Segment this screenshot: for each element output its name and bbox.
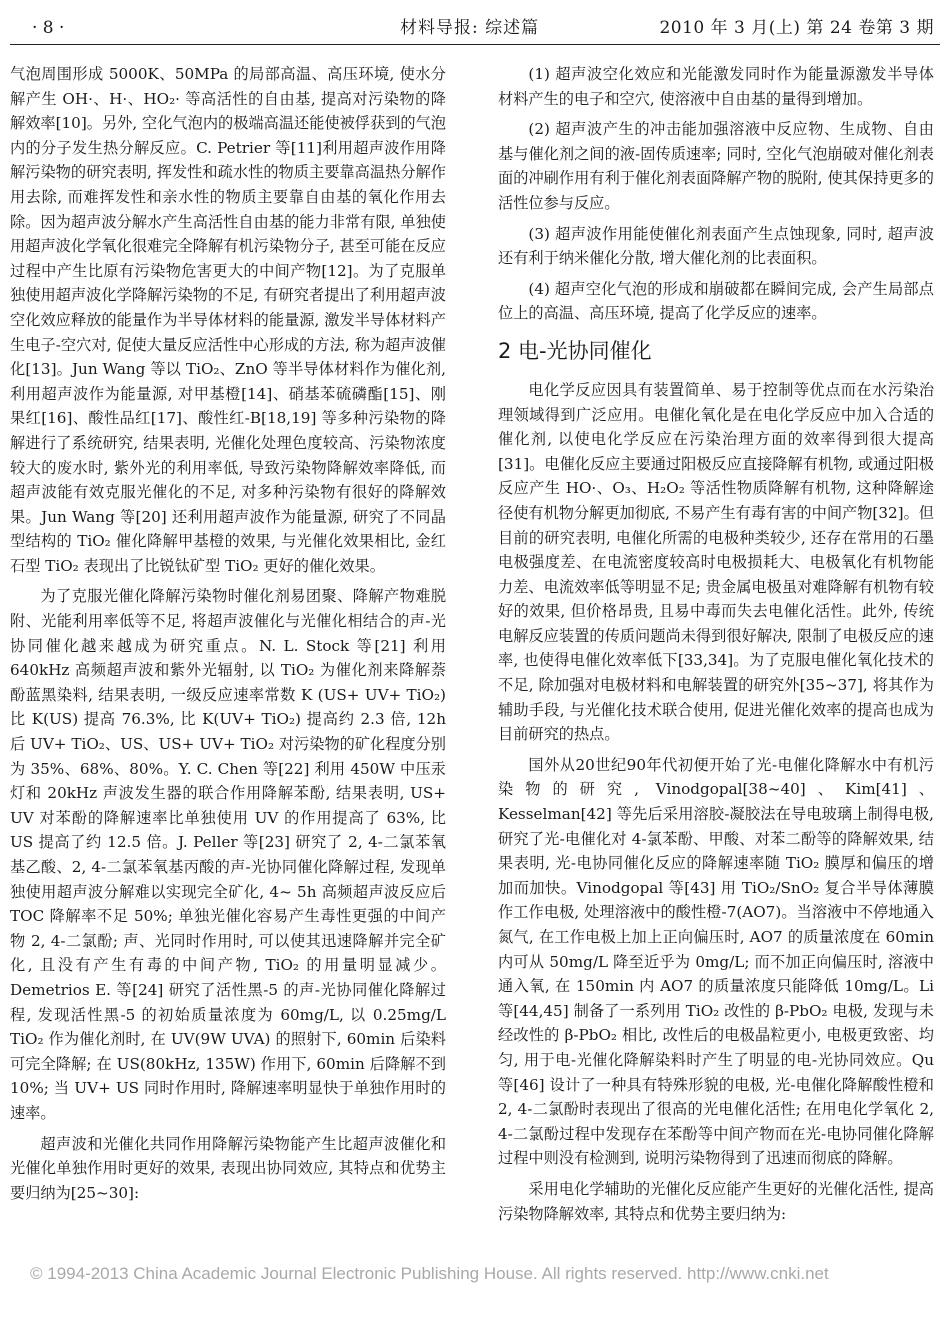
right-column — [498, 62, 934, 1226]
list-item: (1) 超声波空化效应和光能激发同时作为能量源激发半导体材料产生的电子和空穴, 使溶液中自由基的量得到增加。 — [498, 65, 934, 108]
paragraph-sono-photo-catalysis: 为了克服光催化降解污染物时催化剂易团聚、降解产物难脱附、光能利用率低等不足, 将超声波催化与光催化相结合的声-光协同催化越来越成为研究重点。N. L. Stock 等[21] 利用 640kHz 高频超声波和紫外光辐射, 以 TiO₂ 为催化剂来降解萘酚蓝黑染料, 结果表明, 一级反应速率常数 K (US+ UV+ TiO₂) 比 K(US) 提高 76.3%, 比 K(UV+ TiO₂) 提高约 2.3 倍, 12h 后 UV+ TiO₂、US、US+ UV+ TiO₂ 对污染物的矿化程度分别为 35%、68%、80%。Y. C. Chen 等[22] 利用 450W 中压汞灯和 20kHz 声波发生器的联合作用降解苯酚, 结果表明, US+ UV 对苯酚的降解速率比单独使用 UV 的作用提高了 63%, 比 US 提高了约 12.5 倍。J. Peller 等[23] 研究了 2, 4-二氯苯氧基乙酸、2, 4-二氯苯氧基丙酸的声-光协同催化降解过程, 发现单独使用超声波分解难以实现完全矿化, 4~ 5h 高频超声波反应后 TOC 降解率不足 50%; 单独光催化容易产生毒性更强的中间产物 2, 4-二氯酚; 声、光同时作用时, 可以使其迅速降解并完全矿化, 且没有产生有毒的中间产物, TiO₂ 的用量明显减少。Demetrios E. 等[24] 研究了活性黑-5 的声-光协同催化降解过程, 发现活性黑-5 的初始质量浓度为 60mg/L, 以 0.25mg/L TiO₂ 作为催化剂时, 在 UV(9W UVA) 的照射下, 60min 后染料可完全降解; 在 US(80kHz, 135W) 作用下, 60min 后降解不到 10%; 当 UV+ US 同时作用时, 降解速率明显快于单独作用时的速率。 — [10, 587, 446, 1122]
left-column — [10, 62, 446, 1205]
running-header — [10, 14, 940, 45]
paragraph-electrocatalysis: 电化学反应因具有装置简单、易于控制等优点而在水污染治理领域得到广泛应用。电催化氧化是在电化学反应中加入合适的催化剂, 以使电化学反应在污染治理方面的效率得到很大提高[31]。电催化反应主要通过阳极反应直接降解有机物, 或通过阳极反应产生 HO·、O₃、H₂O₂ 等活性物质降解有机物, 这种降解途径使有机物分解更加彻底, 不易产生有毒有害的中间产物[32]。但目前的研究表明, 电催化所需的电极种类较少, 还存在常用的石墨电极强度差、在电流密度较高时电极损耗大、电极氧化有机物能力差、电流效率低等明显不足; 贵金属电极虽对难降解有机物有较好的效果, 但价格昂贵, 且易中毒而失去电催化活性。此外, 传统电解反应装置的传质问题尚未得到很好解决, 限制了电极反应的速率, 也使得电催化效率低下[33,34]。为了克服电催化氧化技术的不足, 除加强对电极材料和电解装置的研究外[35~37], 将其作为辅助手段, 与光催化技术联合使用, 促进光催化效率的提高也成为目前研究的热点。 — [498, 380, 934, 744]
section-heading: 2 电-光协同催化 — [498, 338, 652, 363]
list-item: (3) 超声波作用能使催化剂表面产生点蚀现象, 同时, 超声波还有利于纳米催化分散, 增大催化剂的比表面积。 — [498, 224, 934, 268]
issue-info: 2010 年 3 月(上) 第 24 卷第 3 期 — [659, 18, 934, 38]
paragraph-synergy-summary: 超声波和光催化共同作用降解污染物能产生比超声波催化和光催化单独作用时更好的效果, 表现出协同效应, 其特点和优势主要归纳为[25~30]: — [10, 1134, 446, 1202]
paragraph-ultrasonic-catalysis: 气泡周围形成 5000K、50MPa 的局部高温、高压环境, 使水分解产生 OH·、H·、HO₂· 等高活性的自由基, 提高对污染物的降解效率[10]。另外, 空化气泡内的极端高温还能使被俘获到的气泡内的分子发生热分解反应。C. Petrier 等[11]利用超声波作用降解污染物的研究表明, 挥发性和疏水性的物质主要靠高温热分解作用去除, 而难挥发性和亲水性的物质主要靠自由基的氧化作用去除。因为超声波分解水产生高活性自由基的能力非常有限, 单独使用超声波化学氧化很难完全降解有机污染物分子, 甚至可能在反应过程中产生比原有污染物危害更大的中间产物[12]。为了克服单独使用超声波化学降解污染物的不足, 有研究者提出了利用超声波空化效应释放的能量作为半导体材料的能量源, 激发半导体材料产生电子-空穴对, 促使大量反应活性中心形成的方法, 称为超声波催化[13]。Jun Wang 等以 TiO₂、ZnO 等半导体材料作为催化剂, 利用超声波作为能量源, 对甲基橙[14]、硝基苯硫磷酯[15]、刚果红[16]、酸性品红[17]、酸性红-B[18,19] 等多种污染物的降解进行了系统研究, 结果表明, 光催化处理色度较高、污染物浓度较大的废水时, 紫外光的利用率低, 导致污染物降解效率降低, 而超声波能有效克服光催化的不足, 对多种污染物有很好的降解效果。Jun Wang 等[20] 还利用超声波作为能量源, 研究了不同晶型结构的 TiO₂ 催化降解甲基橙的效果, 与光催化效果相比, 金红石型 TiO₂ 表现出了比锐钛矿型 TiO₂ 更好的催化效果。 — [10, 65, 446, 575]
paragraph-photo-electro-research: 国外从20世纪90年代初便开始了光-电催化降解水中有机污染物的研究, Vinodgopal[38~40]、Kim[41]、Kesselman[42] 等先后采用溶胶-凝胶法在导电玻璃上制得电极, 研究了光-电催化对 4-氯苯酚、甲酸、对苯二酚等的降解效果, 结果表明, 光-电协同催化反应的降解速率随 TiO₂ 膜厚和偏压的增加而加快。Vinodgopal 等[43] 用 TiO₂/SnO₂ 复合半导体薄膜作工作电极, 处理溶液中的酸性橙-7(AO7)。当溶液中不停地通入氮气, 在工作电极上加上正向偏压时, AO7 的质量浓度在 60min 内可从 50mg/L 降至近乎为 0mg/L; 而不加正向偏压时, 溶液中通入氧, 在 150min 内 AO7 的质量浓度只能降低 10mg/L。Li 等[44,45] 制备了一系列用 TiO₂ 改性的 β-PbO₂ 电极, 发现与未经改性的 β-PbO₂ 相比, 改性后的电极晶粒更小, 电极更致密、均匀, 用于电-光催化降解染料时产生了明显的电-光协同效应。Qu 等[46] 设计了一种具有特殊形貌的电极, 光-电催化降解酸性橙和 2, 4-二氯酚时表现出了很高的光电催化活性; 在用电化学氧化 2, 4-二氯酚过程中发现存在苯酚等中间产物而在光-电协同催化降解过程中则没有检测到, 说明污染物得到了迅速而彻底的降解。 — [498, 755, 934, 1168]
list-item: (4) 超声空化气泡的形成和崩破都在瞬间完成, 会产生局部点位上的高温、高压环境, 提高了化学反应的速率。 — [498, 279, 934, 323]
journal-name: 材料导报: 综述篇 — [400, 18, 540, 38]
page-number: · 8 · — [32, 18, 65, 38]
copyright-watermark: © 1994-2013 China Academic Journal Electronic Publishing House. All rights reserved. http://www.cnki.net — [30, 1264, 829, 1283]
paragraph-photo-electro-summary: 采用电化学辅助的光催化反应能产生更好的光催化活性, 提高污染物降解效率, 其特点和优势主要归纳为: — [498, 1179, 934, 1223]
list-item: (2) 超声波产生的冲击能加强溶液中反应物、生成物、自由基与催化剂之间的液-固传质速率; 同时, 空化气泡崩破对催化剂表面的冲刷作用有利于催化剂表面降解产物的脱附, 使其保持更多的活性位参与反应。 — [498, 120, 934, 212]
